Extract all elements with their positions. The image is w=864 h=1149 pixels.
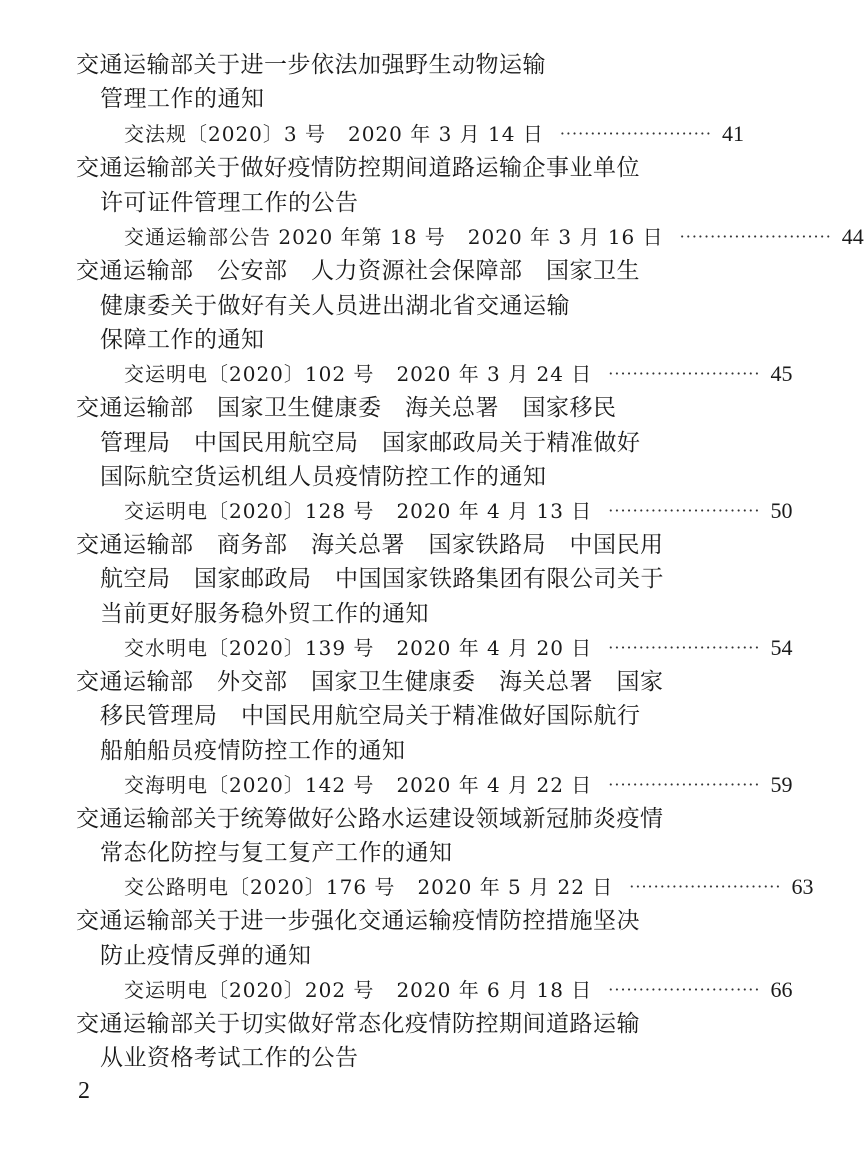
entry-title-line: 当前更好服务稳外贸工作的通知 — [100, 601, 429, 627]
page-ref[interactable]: 59 — [770, 772, 793, 797]
entry-reference — [124, 631, 793, 665]
entry-title-line: 交通运输部关于统筹做好公路水运建设领域新冠肺炎疫情 — [76, 806, 664, 832]
dot-leader: ························· — [559, 124, 712, 143]
entry-title-line: 船舶船员疫情防控工作的通知 — [100, 738, 406, 764]
entry-title-line: 防止疫情反弹的通知 — [100, 943, 312, 969]
issue-date: 2020 年 3 月 16 日 — [467, 225, 664, 249]
entry-title-line: 国际航空货运机组人员疫情防控工作的通知 — [100, 464, 547, 490]
page-ref[interactable]: 45 — [770, 361, 793, 386]
issue-date: 2020 年 4 月 20 日 — [396, 636, 593, 660]
entry-title-line: 交通运输部 公安部 人力资源社会保障部 国家卫生 — [76, 258, 640, 284]
entry-title-line: 常态化防控与复工复产工作的通知 — [100, 840, 453, 866]
doc-number: 交运明电〔2020〕128 号 — [124, 499, 375, 523]
entry-title-line: 管理局 中国民用航空局 国家邮政局关于精准做好 — [100, 430, 641, 456]
page-ref[interactable]: 63 — [791, 874, 814, 899]
entry-title-line: 航空局 国家邮政局 中国国家铁路集团有限公司关于 — [100, 566, 664, 592]
entry-title-line: 交通运输部关于进一步强化交通运输疫情防控措施坚决 — [76, 908, 640, 934]
issue-date: 2020 年 3 月 14 日 — [347, 122, 544, 146]
doc-number: 交运明电〔2020〕102 号 — [124, 362, 375, 386]
dot-leader: ························· — [608, 501, 761, 520]
entry-reference — [124, 870, 814, 904]
entry-title-line: 交通运输部关于做好疫情防控期间道路运输企事业单位 — [76, 155, 640, 181]
dot-leader: ························· — [629, 877, 782, 896]
entry-title-line: 交通运输部 国家卫生健康委 海关总署 国家移民 — [76, 395, 617, 421]
entry-title-line: 许可证件管理工作的公告 — [100, 190, 359, 216]
dot-leader: ························· — [608, 364, 761, 383]
entry-title-line: 交通运输部关于进一步依法加强野生动物运输 — [76, 52, 546, 78]
page-ref[interactable]: 50 — [770, 498, 793, 523]
page-ref[interactable]: 66 — [770, 977, 793, 1002]
doc-number: 交运明电〔2020〕202 号 — [124, 978, 375, 1002]
doc-number: 交公路明电〔2020〕176 号 — [124, 875, 396, 899]
issue-date: 2020 年 3 月 24 日 — [396, 362, 593, 386]
entry-title-line: 交通运输部 商务部 海关总署 国家铁路局 中国民用 — [76, 532, 664, 558]
entry-title-line: 移民管理局 中国民用航空局关于精准做好国际航行 — [100, 703, 641, 729]
entry-title-line: 健康委关于做好有关人员进出湖北省交通运输 — [100, 293, 570, 319]
doc-number: 交通运输部公告 2020 年第 18 号 — [124, 225, 446, 249]
issue-date: 2020 年 6 月 18 日 — [396, 978, 593, 1002]
entry-title-line: 保障工作的通知 — [100, 327, 265, 353]
entry-title-line: 交通运输部关于切实做好常态化疫情防控期间道路运输 — [76, 1011, 640, 1037]
entry-title-line: 管理工作的通知 — [100, 86, 265, 112]
issue-date: 2020 年 4 月 22 日 — [396, 773, 593, 797]
page-number: 2 — [78, 1078, 90, 1104]
entry-reference — [124, 357, 793, 391]
dot-leader: ························· — [608, 980, 761, 999]
doc-number: 交海明电〔2020〕142 号 — [124, 773, 375, 797]
page-ref[interactable]: 44 — [841, 224, 864, 249]
doc-number: 交法规〔2020〕3 号 — [124, 122, 326, 146]
dot-leader: ························· — [608, 638, 761, 657]
entry-reference — [124, 117, 744, 151]
entry-title-line: 交通运输部 外交部 国家卫生健康委 海关总署 国家 — [76, 669, 664, 695]
issue-date: 2020 年 5 月 22 日 — [417, 875, 614, 899]
entry-reference — [124, 220, 864, 254]
entry-reference — [124, 768, 793, 802]
entry-reference — [124, 494, 793, 528]
dot-leader: ························· — [679, 227, 832, 246]
entry-title-line: 从业资格考试工作的公告 — [100, 1045, 359, 1071]
dot-leader: ························· — [608, 775, 761, 794]
page-ref[interactable]: 41 — [722, 121, 744, 146]
doc-number: 交水明电〔2020〕139 号 — [124, 636, 375, 660]
entry-reference — [124, 973, 793, 1007]
issue-date: 2020 年 4 月 13 日 — [396, 499, 593, 523]
page-ref[interactable]: 54 — [770, 635, 793, 660]
